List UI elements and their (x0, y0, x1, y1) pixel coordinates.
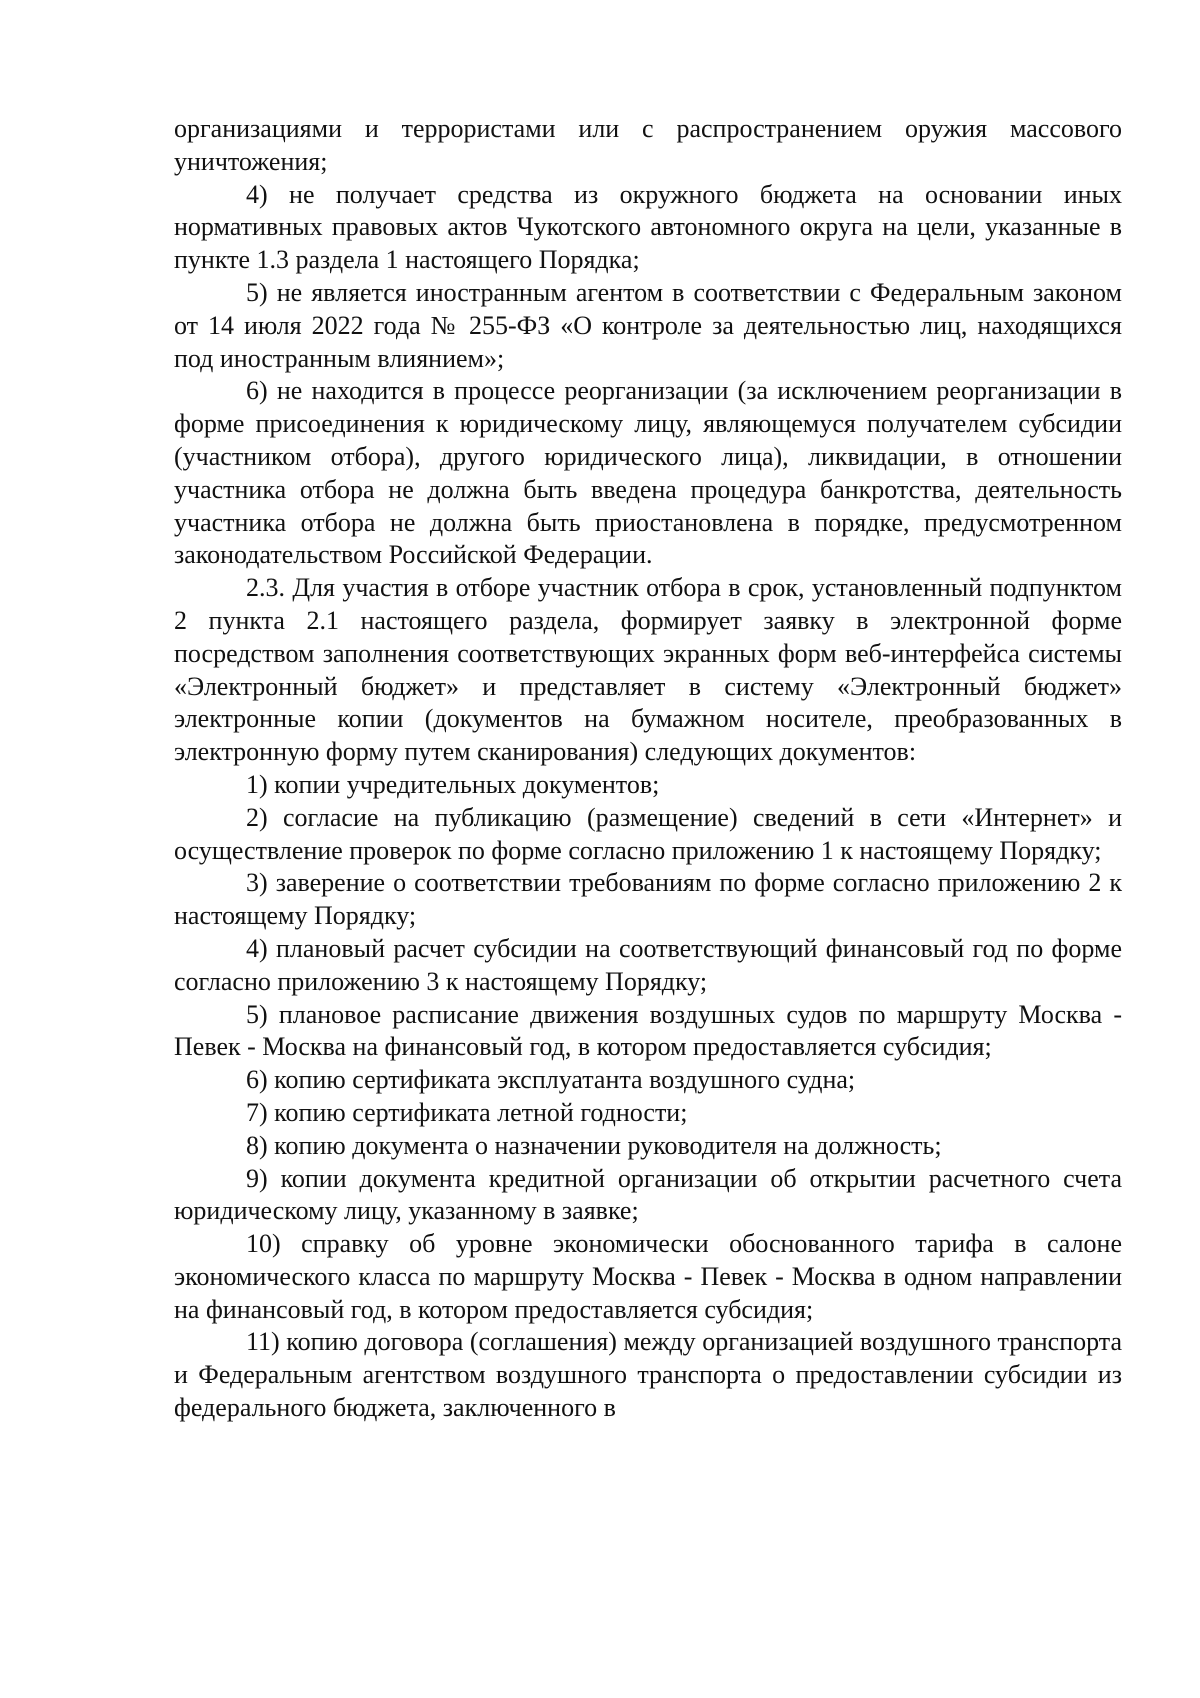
list-item-10-tariff-statement: 10) справку об уровне экономически обоснованного тарифа в салоне экономического класса по маршруту Москва - Певек - Москва в одном направлении на финансовый год, в котором предоставляется субсидия; (174, 1229, 1122, 1324)
list-item-6-operator-certificate: 6) копию сертификата эксплуатанта воздушного судна; (246, 1065, 856, 1095)
list-item-1-founding-documents: 1) копии учредительных документов; (246, 769, 660, 799)
list-item-11-agreement-copy: 11) копию договора (соглашения) между организацией воздушного транспорта и Федеральным агентством воздушного транспорта о предоставлении субсидии из федерального бюджета, заключенного в (174, 1327, 1122, 1423)
paragraph-section-2-3: 2.3. Для участия в отборе участник отбора в срок, установленный подпунктом 2 пункта 2.1 настоящего раздела, формирует заявку в электронной форме посредством заполнения соответствующих экранных форм веб-интерфейса системы «Электронный бюджет» и представляет в систему «Электронный бюджет» электронные копии (документов на бумажном носителе, преобразованных в электронную форму путем сканирования) следующих документов: (174, 573, 1122, 767)
list-item-3-assurance: 3) заверение о соответствии требованиям по форме согласно приложению 2 к настоящему Порядку; (174, 868, 1122, 931)
paragraph-continuation: организациями и террористами или с распространением оружия массового уничтожения; (174, 114, 1122, 176)
paragraph-item-6-reorganization: 6) не находится в процессе реорганизации (за исключением реорганизации в форме присоединения к юридическому лицу, являющемуся получателем субсидии (участником отбора), другого юридического лица), ликвидации, в отношении участника отбора не должна быть введена процедура банкротства, деятельность участника отбора не должна быть приостановлена в порядке, предусмотренном законодательством Российской Федерации. (174, 376, 1122, 570)
list-item-9-bank-account: 9) копии документа кредитной организации об открытии расчетного счета юридическому лицу, указанному в заявке; (174, 1163, 1122, 1226)
list-item-4-subsidy-calculation: 4) плановый расчет субсидии на соответствующий финансовый год по форме согласно приложению 3 к настоящему Порядку; (174, 933, 1122, 996)
list-item-8-director-appointment: 8) копию документа о назначении руководителя на должность; (246, 1130, 942, 1160)
paragraph-item-5-foreign-agent: 5) не является иностранным агентом в соответствии с Федеральным законом от 14 июля 2022 года № 255-ФЗ «О контроле за деятельностью лиц, находящихся под иностранным влиянием»; (174, 277, 1122, 373)
document-body (174, 113, 1122, 1425)
list-item-5-flight-schedule: 5) плановое расписание движения воздушных судов по маршруту Москва - Певек - Москва на финансовый год, в котором предоставляется субсидия; (174, 999, 1122, 1062)
paragraph-item-4-budget-funds: 4) не получает средства из окружного бюджета на основании иных нормативных правовых актов Чукотского автономного округа на цели, указанные в пункте 1.3 раздела 1 настоящего Порядка; (174, 179, 1122, 275)
list-item-7-airworthiness-certificate: 7) копию сертификата летной годности; (246, 1097, 688, 1127)
list-item-2-consent: 2) согласие на публикацию (размещение) сведений в сети «Интернет» и осуществление проверок по форме согласно приложению 1 к настоящему Порядку; (174, 802, 1122, 865)
